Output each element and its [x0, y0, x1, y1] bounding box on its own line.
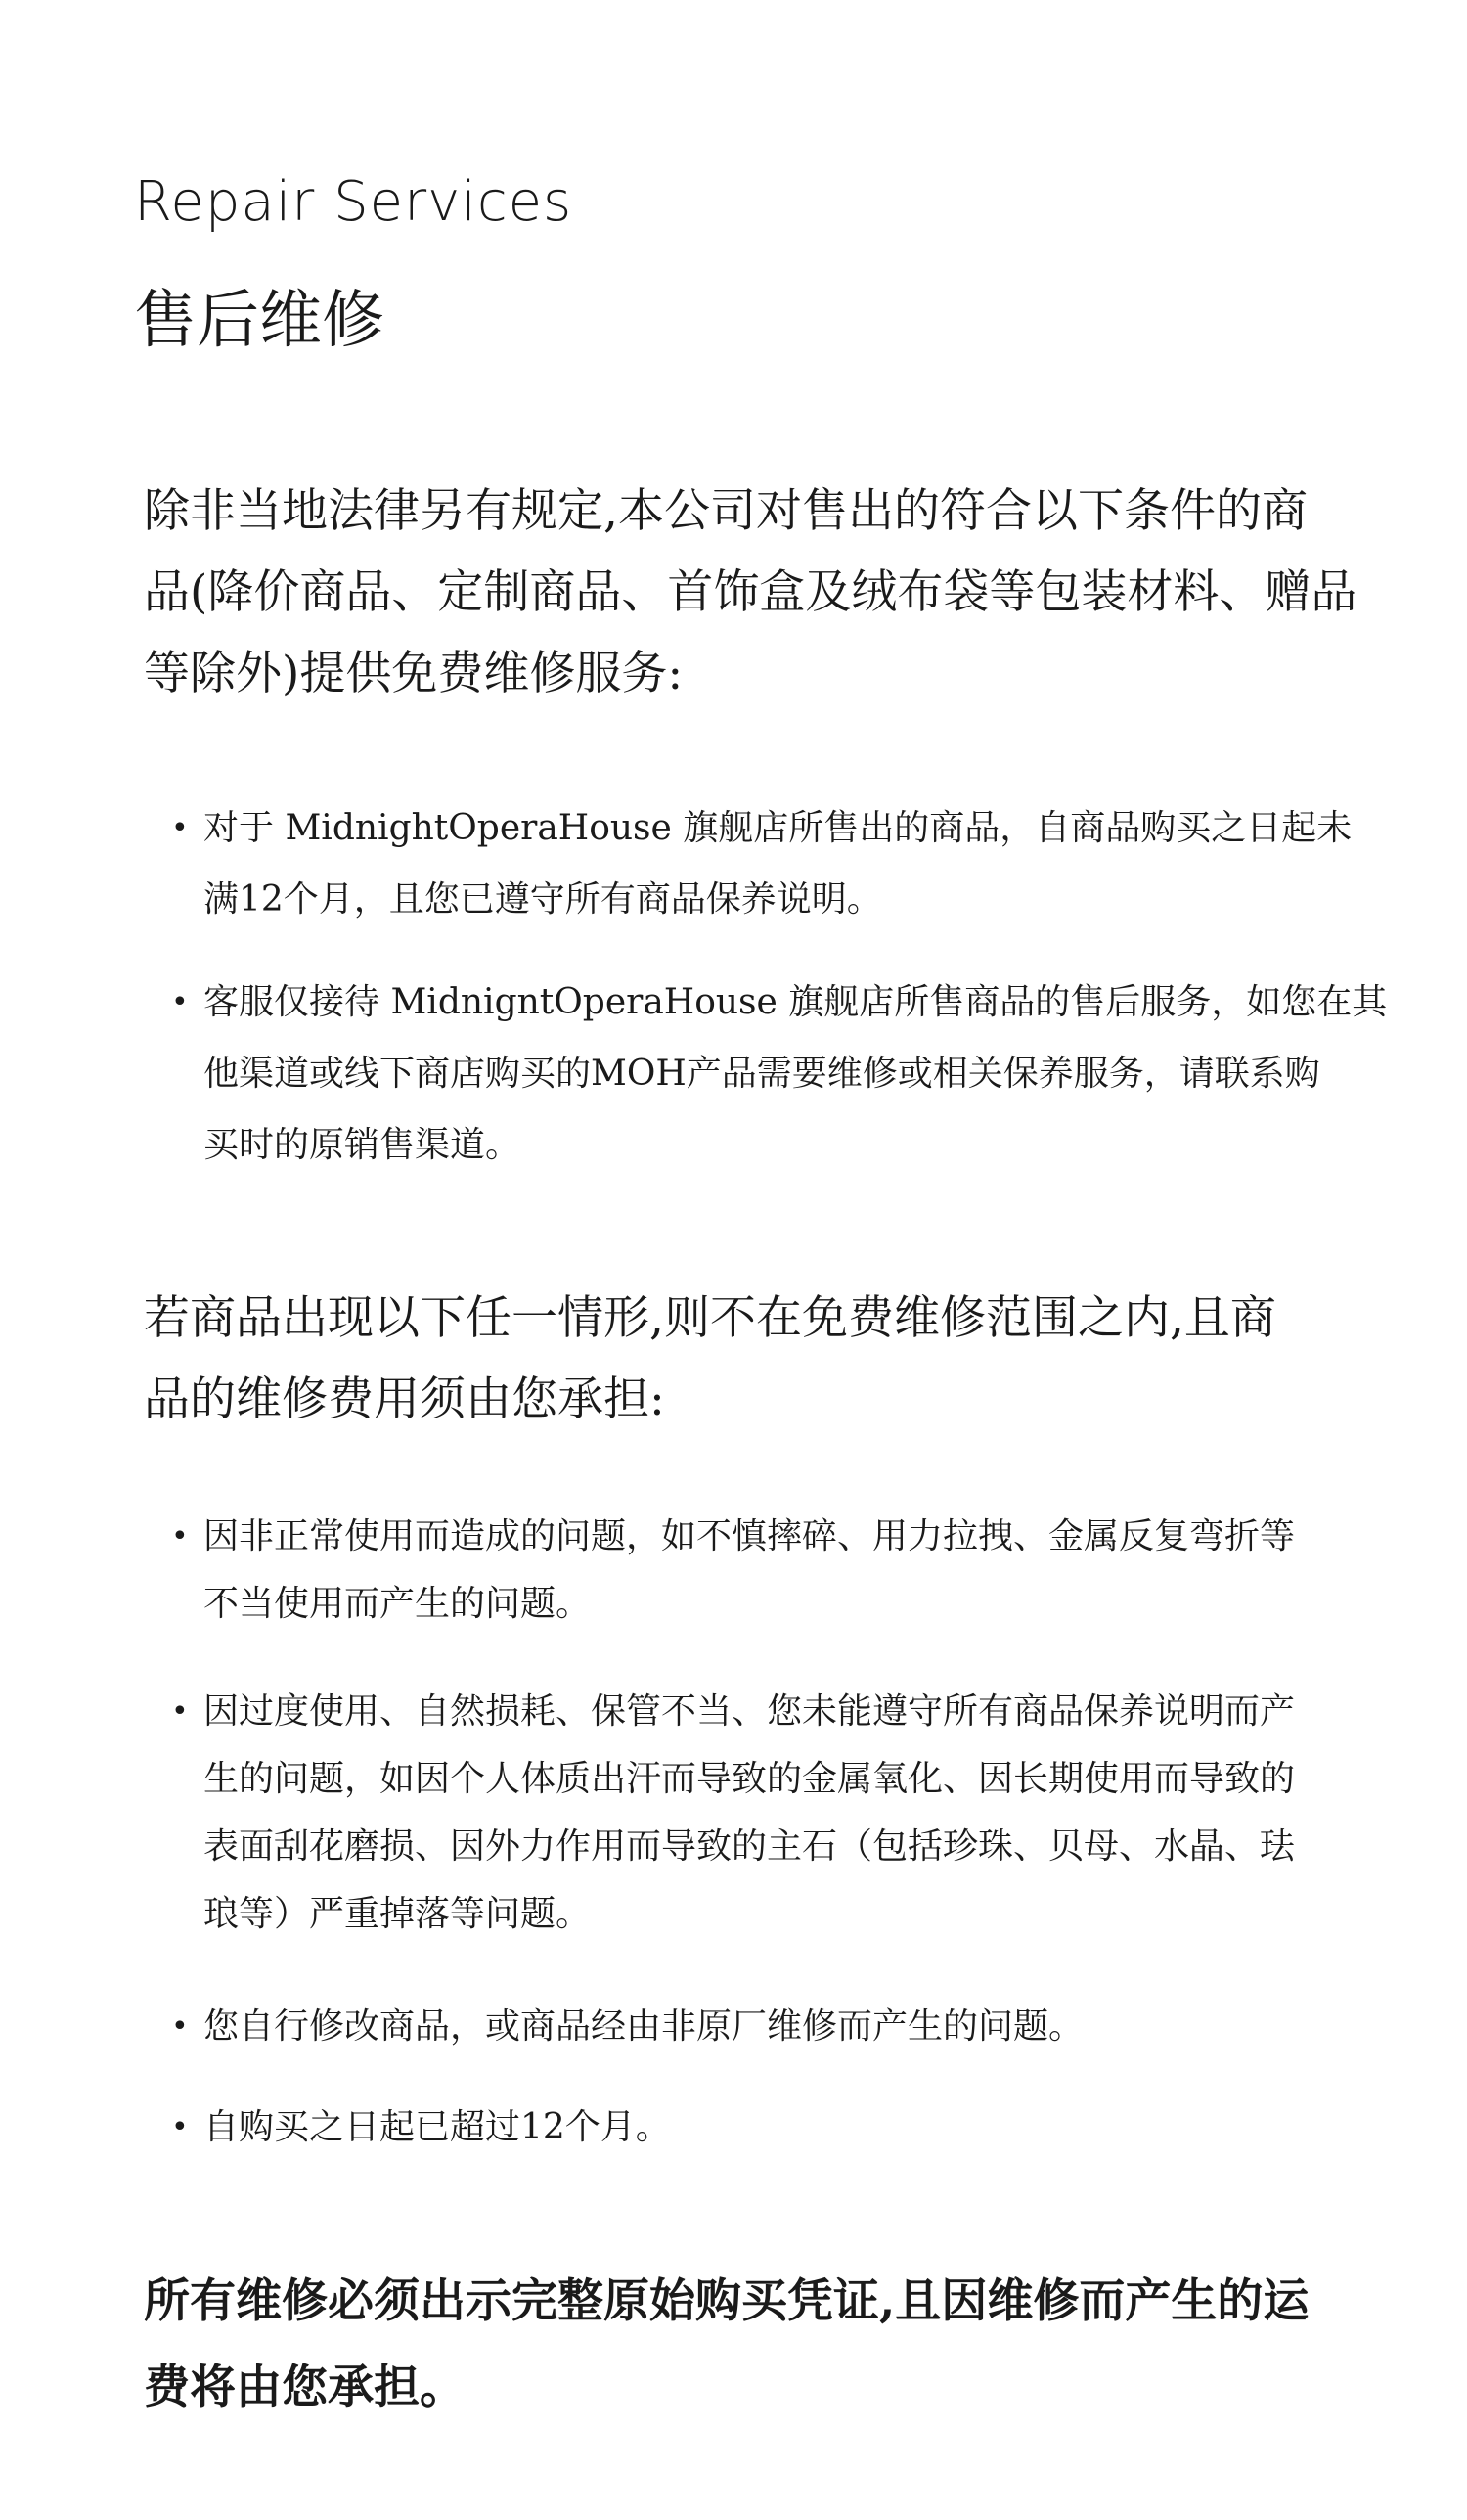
intro-paragraph	[144, 471, 1356, 714]
condition-line: 他渠道或线下商店购买的MOH产品需要维修或相关保养服务，请联系购	[203, 1054, 1320, 1094]
condition-line: 买时的原销售渠道。	[203, 1125, 521, 1165]
intro-line: 除非当地法律另有规定,本公司对售出的符合以下条件的商	[144, 484, 1308, 538]
bullet-icon: •	[171, 1694, 189, 1729]
intro-line: 等除外)提供免费维修服务:	[144, 647, 684, 700]
condition-line: 客服仅接待 MidnigntOperaHouse 旗舰店所售商品的售后服务，如您在其	[203, 982, 1388, 1022]
title-english: Repair Services	[134, 170, 573, 234]
exclusion-line: 生的问题，如因个人体质出汗而导致的金属氧化、因长期使用而导致的	[203, 1759, 1296, 1799]
exclusions-intro-line: 若商品出现以下任一情形,则不在免费维修范围之内,且商	[144, 1291, 1276, 1345]
note-line: 费将由您承担。	[144, 2361, 466, 2414]
exclusion-line: 因非正常使用而造成的问题，如不慎摔碎、用力拉拽、金属反复弯折等	[203, 1516, 1296, 1556]
bullet-icon: •	[171, 2110, 189, 2144]
intro-line: 品(降价商品、定制商品、首饰盒及绒布袋等包装材料、赠品	[144, 565, 1357, 619]
bullet-icon: •	[171, 811, 189, 845]
exclusion-line: 因过度使用、自然损耗、保管不当、您未能遵守所有商品保养说明而产	[203, 1691, 1296, 1732]
title-chinese: 售后维修	[134, 285, 384, 357]
bullet-icon: •	[171, 2009, 189, 2044]
bullet-icon: •	[171, 985, 189, 1019]
bullet-icon: •	[171, 1519, 189, 1553]
condition-line: 满12个月，且您已遵守所有商品保养说明。	[203, 879, 882, 920]
exclusion-line: 不当使用而产生的问题。	[203, 1584, 592, 1624]
exclusions-intro-line: 品的维修费用须由您承担:	[144, 1372, 665, 1426]
shipping-note	[144, 2259, 1309, 2431]
condition-line: 对于 MidnightOperaHouse 旗舰店所售出的商品，自商品购买之日起未	[203, 808, 1353, 848]
exclusion-line: 琅等）严重掉落等问题。	[203, 1894, 592, 1934]
exclusions-intro	[144, 1278, 1276, 1440]
note-line: 所有维修必须出示完整原始购买凭证,且因维修而产生的运	[144, 2274, 1310, 2328]
exclusion-line: 表面刮花磨损、因外力作用而导致的主石（包括珍珠、贝母、水晶、珐	[203, 1826, 1296, 1867]
exclusion-line: 自购买之日起已超过12个月。	[203, 2107, 671, 2147]
exclusion-line: 您自行修改商品，或商品经由非原厂维修而产生的问题。	[203, 2006, 1085, 2047]
